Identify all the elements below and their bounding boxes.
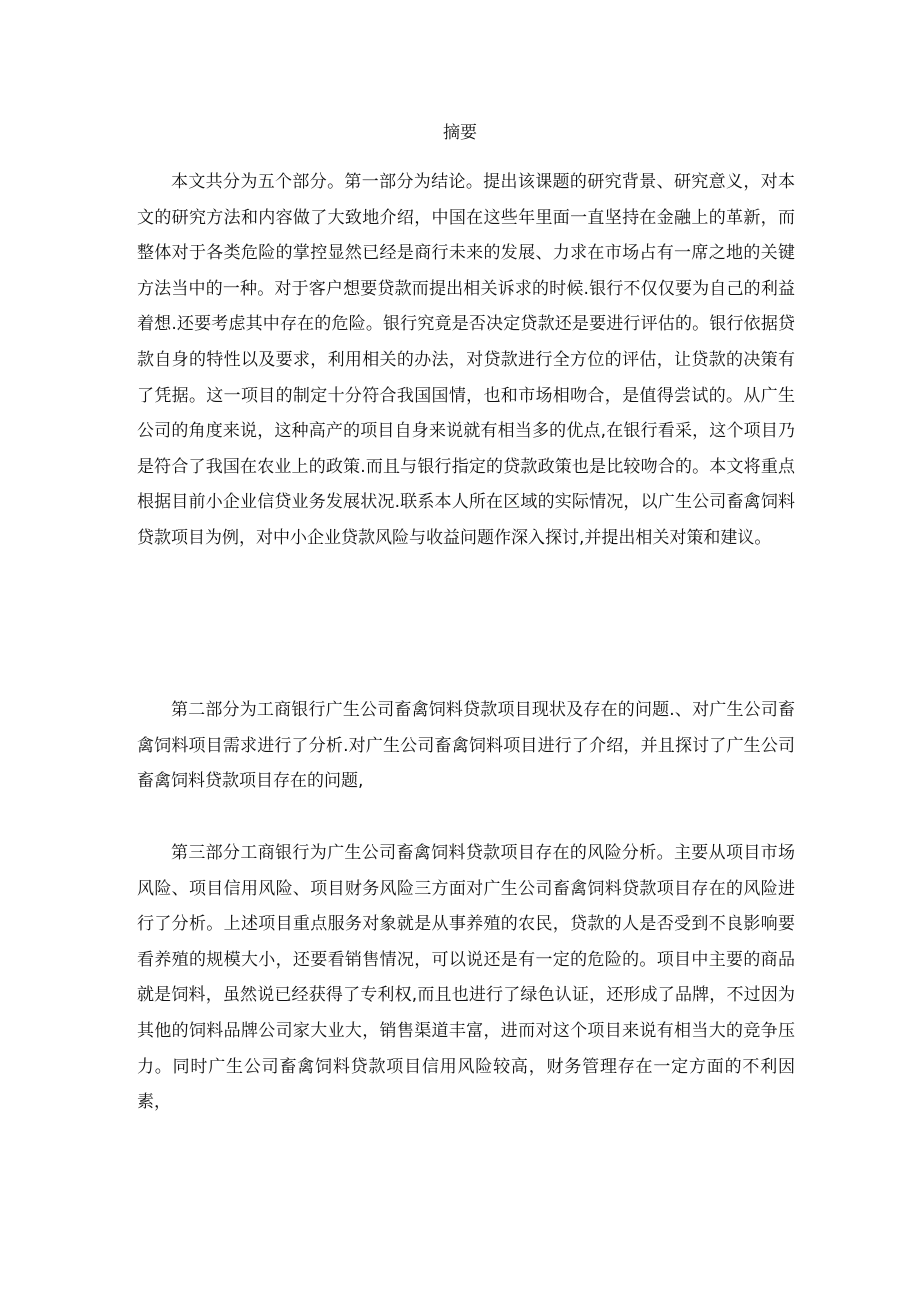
paragraph-part-one: 本文共分为五个部分。第一部分为结论。提出该课题的研究背景、研究意义，对本文的研究方法和内容做了大致地介绍，中国在这些年里面一直坚持在金融上的革新，而整体对于各类危险的掌控显然已经是商行未来的发展、力求在市场占有一席之地的关键方法当中的一种。对于客户想要贷款而提出相关诉求的时候.银行不仅仅要为自己的利益着想.还要考虑其中存在的危险。银行究竟是否决定贷款还是要进行评估的。银行依据贷款自身的特性以及要求，利用相关的办法，对贷款进行全方位的评估，让贷款的决策有了凭据。这一项目的制定十分符合我国国情，也和市场相吻合，是值得尝试的。从广生公司的角度来说，这种高产的项目自身来说就有相当多的优点,在银行看采，这个项目乃是符合了我国在农业上的政策.而且与银行指定的贷款政策也是比较吻合的。本文将重点根据目前小企业信贷业务发展状况.联系本人所在区域的实际情况，以广生公司畜禽饲料贷款项目为例，对中小企业贷款风险与收益问题作深入探讨,并提出相关对策和建议。: [137, 172, 795, 548]
paragraph-part-two: 第二部分为工商银行广生公司畜禽饲料贷款项目现状及存在的问题.、对广生公司畜禽饲料项目需求进行了分析.对广生公司畜禽饲料项目进行了介绍，并且探讨了广生公司畜禽饲料贷款项目存在的问题,: [137, 700, 795, 792]
document-title: 摘要: [443, 123, 477, 143]
paragraph-part-three: 第三部分工商银行为广生公司畜禽饲料贷款项目存在的风险分析。主要从项目市场风险、项目信用风险、项目财务风险三方面对广生公司畜禽饲料贷款项目存在的风险进行了分析。上述项目重点服务对象就是从事养殖的农民，贷款的人是否受到不良影响要看养殖的规模大小，还要看销售情况，可以说还是有一定的危险的。项目中主要的商品就是饲料，虽然说已经获得了专利权,而且也进行了绿色认证，还形成了品牌，不过因为其他的饲料品牌公司家大业大，销售渠道丰富，进而对这个项目来说有相当大的竞争压力。同时广生公司畜禽饲料贷款项目信用风险较高，财务管理存在一定方面的不利因素，: [137, 843, 795, 1113]
